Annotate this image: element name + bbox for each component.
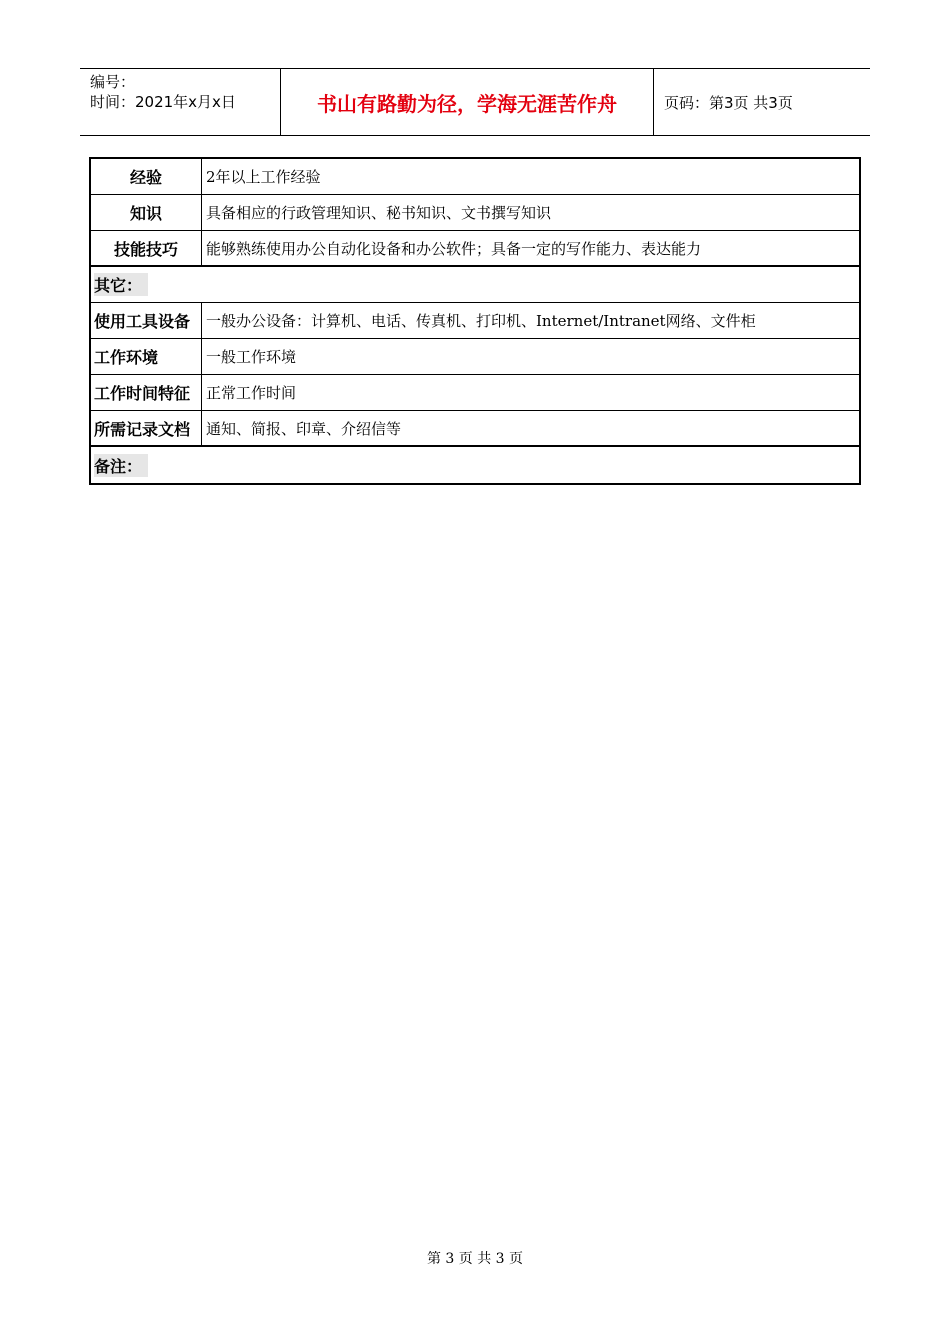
row-value: 2年以上工作经验 (206, 168, 321, 186)
row-label: 知识 (91, 195, 202, 230)
page-footer: 第 3 页 共 3 页 (426, 1251, 524, 1267)
table-row-knowledge (91, 195, 859, 231)
row-value: 具备相应的行政管理知识、秘书知识、文书撰写知识 (206, 204, 552, 222)
row-value: 能够熟练使用办公自动化设备和办公软件；具备一定的写作能力、表达能力 (206, 239, 702, 258)
section-other (91, 267, 859, 303)
table-row-tools (91, 303, 859, 339)
row-label: 工作环境 (91, 339, 202, 374)
row-label: 使用工具设备 (91, 303, 202, 338)
section-remarks (91, 447, 859, 483)
document-time-label: 时间：2021年x月x日 (90, 93, 236, 111)
table-row-environment (91, 339, 859, 375)
page-header (80, 68, 870, 136)
section-other-title: 其它： (94, 273, 148, 296)
row-label: 技能技巧 (91, 231, 202, 265)
table-row-documents (91, 411, 859, 447)
job-requirements-table (89, 157, 861, 485)
row-value: 正常工作时间 (206, 384, 297, 402)
section-remarks-title: 备注： (94, 454, 148, 477)
header-page-info: 页码：第3页 共3页 (664, 93, 793, 112)
table-row-skills (91, 231, 859, 267)
header-meta (80, 69, 281, 135)
row-value: 一般办公设备：计算机、电话、传真机、打印机、Internet/Intranet网络、文件柜 (206, 312, 756, 330)
row-label: 经验 (91, 159, 202, 194)
row-value: 一般工作环境 (206, 348, 297, 366)
row-label: 所需记录文档 (91, 411, 202, 445)
row-value: 通知、简报、印章、介绍信等 (206, 419, 402, 438)
table-row-experience (91, 159, 859, 195)
header-motto: 书山有路勤为径，学海无涯苦作舟 (281, 69, 654, 135)
document-number-label: 编号： (90, 73, 136, 91)
row-label: 工作时间特征 (91, 375, 202, 410)
table-row-work-time (91, 375, 859, 411)
